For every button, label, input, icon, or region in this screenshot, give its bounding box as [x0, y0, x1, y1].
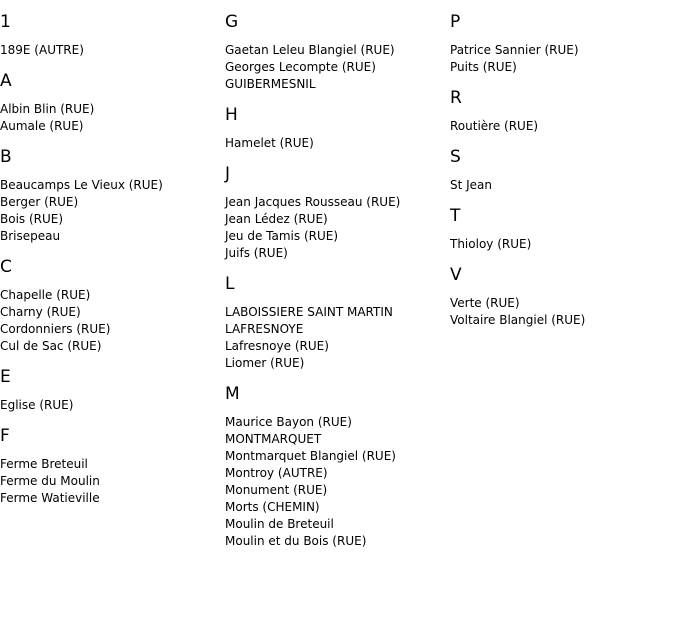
- street-list: [0, 101, 220, 135]
- section-letter-heading: J: [225, 164, 231, 184]
- section-letter-heading: P: [450, 12, 461, 32]
- section-letter-heading: H: [225, 105, 238, 125]
- street-list: [225, 42, 445, 93]
- street-link[interactable]: Monument (RUE): [225, 483, 328, 497]
- street-index-column-3: [450, 0, 670, 329]
- letter-section: [0, 355, 220, 414]
- street-list: [450, 118, 670, 135]
- street-list: [225, 194, 445, 262]
- street-list: [225, 414, 445, 550]
- street-link[interactable]: Puits (RUE): [450, 60, 517, 74]
- letter-section: [0, 414, 220, 507]
- street-list: [225, 304, 445, 372]
- letter-section: [225, 93, 445, 152]
- street-list: [0, 177, 220, 245]
- street-link[interactable]: Beaucamps Le Vieux (RUE): [0, 178, 163, 192]
- letter-section: [225, 0, 445, 93]
- street-link[interactable]: Brisepeau: [0, 229, 61, 243]
- street-link[interactable]: Juifs (RUE): [225, 246, 288, 260]
- street-link[interactable]: Cul de Sac (RUE): [0, 339, 102, 353]
- street-link[interactable]: Berger (RUE): [0, 195, 79, 209]
- street-link[interactable]: Chapelle (RUE): [0, 288, 91, 302]
- section-letter-heading: M: [225, 384, 240, 404]
- street-list: [0, 287, 220, 355]
- section-letter-heading: E: [0, 367, 11, 387]
- street-link[interactable]: Jeu de Tamis (RUE): [225, 229, 339, 243]
- street-list: [0, 456, 220, 507]
- section-letter-heading: R: [450, 88, 462, 108]
- street-link[interactable]: Moulin de Breteuil: [225, 517, 334, 531]
- letter-section: [0, 59, 220, 135]
- street-list: [225, 135, 445, 152]
- letter-section: [225, 372, 445, 550]
- letter-section: [450, 76, 670, 135]
- street-list: [0, 42, 220, 59]
- street-link[interactable]: Moulin et du Bois (RUE): [225, 534, 367, 548]
- letter-section: [450, 253, 670, 329]
- street-link[interactable]: Thioloy (RUE): [450, 237, 532, 251]
- street-link[interactable]: Ferme Watieville: [0, 491, 100, 505]
- street-link[interactable]: Albin Blin (RUE): [0, 102, 95, 116]
- section-letter-heading: 1: [0, 12, 11, 32]
- section-letter-heading: A: [0, 71, 12, 91]
- street-link[interactable]: Aumale (RUE): [0, 119, 84, 133]
- street-link[interactable]: LABOISSIERE SAINT MARTIN: [225, 305, 393, 319]
- section-letter-heading: L: [225, 274, 235, 294]
- street-link[interactable]: Jean Lédez (RUE): [225, 212, 328, 226]
- street-link[interactable]: Bois (RUE): [0, 212, 64, 226]
- letter-section: [450, 0, 670, 76]
- letter-section: [225, 262, 445, 372]
- street-link[interactable]: Morts (CHEMIN): [225, 500, 320, 514]
- letter-section: [450, 194, 670, 253]
- street-link[interactable]: Routière (RUE): [450, 119, 539, 133]
- street-index-column-1: [0, 0, 220, 507]
- street-list: [450, 177, 670, 194]
- street-link[interactable]: Liomer (RUE): [225, 356, 305, 370]
- street-link[interactable]: Gaetan Leleu Blangiel (RUE): [225, 43, 395, 57]
- street-list: [450, 236, 670, 253]
- street-link[interactable]: LAFRESNOYE: [225, 322, 304, 336]
- street-link[interactable]: MONTMARQUET: [225, 432, 322, 446]
- section-letter-heading: B: [0, 147, 12, 167]
- section-letter-heading: F: [0, 426, 10, 446]
- section-letter-heading: S: [450, 147, 461, 167]
- street-link[interactable]: Cordonniers (RUE): [0, 322, 111, 336]
- letter-section: [225, 152, 445, 262]
- letter-section: [0, 135, 220, 245]
- section-letter-heading: T: [450, 206, 461, 226]
- letter-section: [0, 0, 220, 59]
- street-list: [0, 397, 220, 414]
- letter-section: [0, 245, 220, 355]
- street-link[interactable]: St Jean: [450, 178, 493, 192]
- street-link[interactable]: Jean Jacques Rousseau (RUE): [225, 195, 401, 209]
- street-link[interactable]: Maurice Bayon (RUE): [225, 415, 352, 429]
- street-link[interactable]: GUIBERMESNIL: [225, 77, 316, 91]
- street-link[interactable]: Georges Lecompte (RUE): [225, 60, 376, 74]
- street-list: [450, 42, 670, 76]
- street-link[interactable]: Eglise (RUE): [0, 398, 74, 412]
- section-letter-heading: G: [225, 12, 239, 32]
- street-link[interactable]: Voltaire Blangiel (RUE): [450, 313, 586, 327]
- street-link[interactable]: 189E (AUTRE): [0, 43, 84, 57]
- street-link[interactable]: Montmarquet Blangiel (RUE): [225, 449, 396, 463]
- street-link[interactable]: Lafresnoye (RUE): [225, 339, 329, 353]
- section-letter-heading: C: [0, 257, 12, 277]
- street-index-column-2: [225, 0, 445, 550]
- street-list: [450, 295, 670, 329]
- street-link[interactable]: Montroy (AUTRE): [225, 466, 328, 480]
- street-link[interactable]: Verte (RUE): [450, 296, 520, 310]
- street-link[interactable]: Charny (RUE): [0, 305, 81, 319]
- street-link[interactable]: Hamelet (RUE): [225, 136, 314, 150]
- street-link[interactable]: Ferme du Moulin: [0, 474, 100, 488]
- section-letter-heading: V: [450, 265, 462, 285]
- street-link[interactable]: Patrice Sannier (RUE): [450, 43, 579, 57]
- street-link[interactable]: Ferme Breteuil: [0, 457, 88, 471]
- letter-section: [450, 135, 670, 194]
